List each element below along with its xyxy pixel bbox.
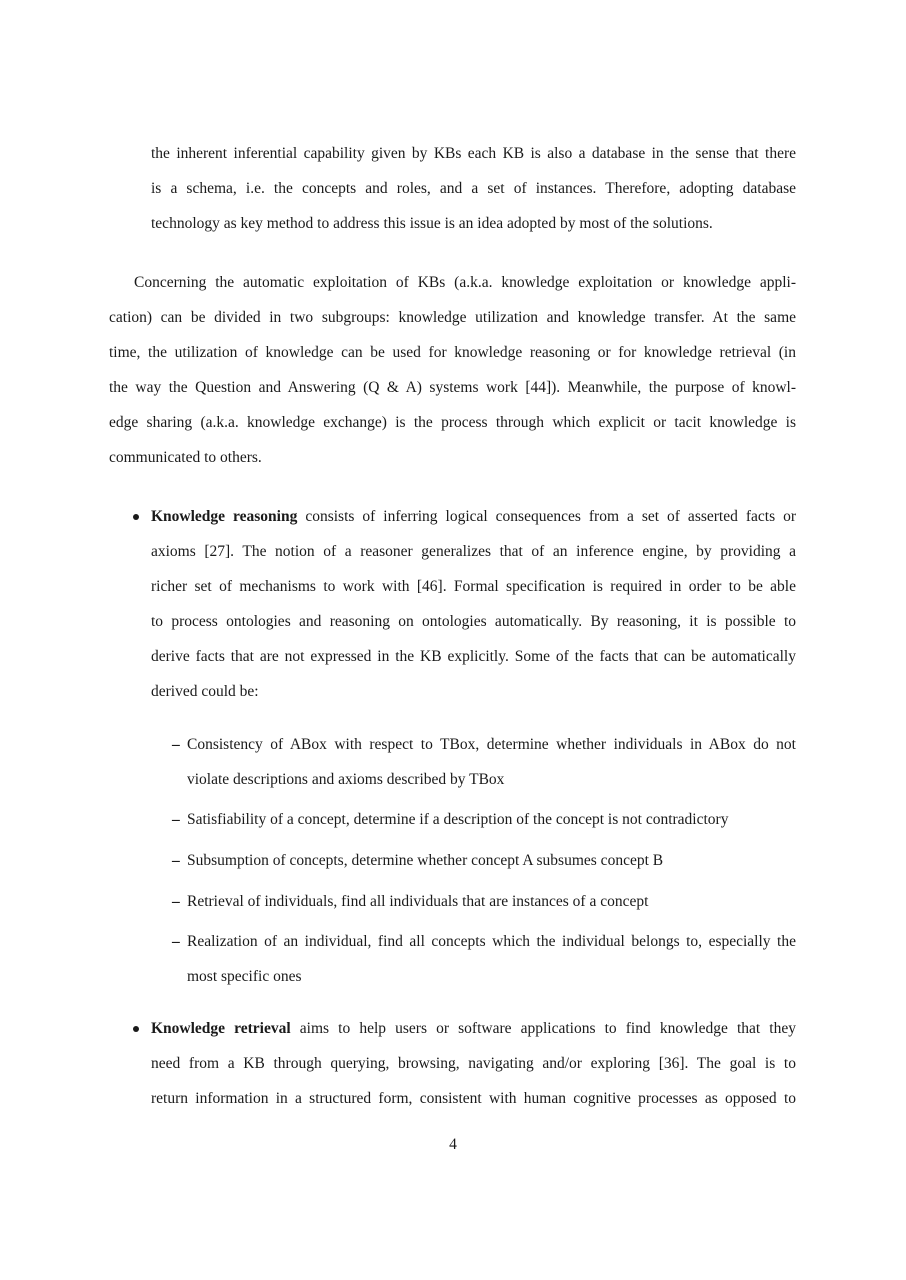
intro-line-2: is a schema, i.e. the concepts and roles, and a set of instances. Therefore, adopting database [151, 180, 796, 197]
paragraph-line-3: time, the utilization of knowledge can be used for knowledge reasoning or for knowledge retrieval (in [109, 344, 796, 361]
bullet-reasoning-line-2: axioms [27]. The notion of a reasoner generalizes that of an inference engine, by providing a [151, 543, 796, 560]
bullet-retrieval-first-rest: aims to help users or software applications to find knowledge that they [290, 1020, 796, 1037]
sub-item-1-line-2: violate descriptions and axioms described by TBox [187, 771, 505, 788]
paragraph-line-5: edge sharing (a.k.a. knowledge exchange) is the process through which explicit or tacit knowledge is [109, 414, 796, 431]
sub-item-1-dash: – [172, 736, 180, 753]
bullet-retrieval-term: Knowledge retrieval [151, 1020, 291, 1037]
sub-item-1-line-1: Consistency of ABox with respect to TBox, determine whether individuals in ABox do not [187, 736, 796, 753]
intro-line-1: the inherent inferential capability given by KBs each KB is also a database in the sense that there [151, 145, 796, 162]
bullet-reasoning-line-5: derive facts that are not expressed in the KB explicitly. Some of the facts that can be automatically [151, 648, 796, 665]
sub-item-4-line-1: Retrieval of individuals, find all individuals that are instances of a concept [187, 893, 649, 910]
sub-item-3-line-1: Subsumption of concepts, determine whether concept A subsumes concept B [187, 852, 664, 869]
paragraph-line-6: communicated to others. [109, 449, 262, 466]
bullet-reasoning-term: Knowledge reasoning [151, 508, 298, 525]
paragraph-line-2: cation) can be divided in two subgroups: knowledge utilization and knowledge transfer. At the same [109, 309, 796, 326]
sub-item-5-dash: – [172, 933, 180, 950]
bullet-reasoning-line-1 [151, 507, 796, 527]
intro-line-3: technology as key method to address this issue is an idea adopted by most of the solutions. [151, 215, 713, 232]
sub-item-5-line-2: most specific ones [187, 968, 302, 985]
bullet-retrieval-line-1 [151, 1019, 796, 1039]
bullet-retrieval-line-2: need from a KB through querying, browsing, navigating and/or exploring [36]. The goal is to [151, 1055, 796, 1072]
bullet-reasoning-line-3: richer set of mechanisms to work with [46]. Formal specification is required in order to be able [151, 578, 796, 595]
bullet-reasoning-line-6: derived could be: [151, 683, 259, 700]
paragraph-line-4: the way the Question and Answering (Q & A) systems work [44]). Meanwhile, the purpose of knowl- [109, 379, 796, 396]
bullet-reasoning-dot [133, 514, 139, 520]
sub-item-2-dash: – [172, 811, 180, 828]
bullet-reasoning-line-4: to process ontologies and reasoning on ontologies automatically. By reasoning, it is possible to [151, 613, 796, 630]
page-number: 4 [449, 1136, 457, 1153]
sub-item-2-line-1: Satisfiability of a concept, determine if a description of the concept is not contradictory [187, 811, 729, 828]
sub-item-3-dash: – [172, 852, 180, 869]
bullet-reasoning-first-rest: consists of inferring logical consequences from a set of asserted facts or [297, 508, 796, 525]
paragraph-line-1: Concerning the automatic exploitation of KBs (a.k.a. knowledge exploitation or knowledge appli- [134, 274, 796, 291]
bullet-retrieval-line-3: return information in a structured form, consistent with human cognitive processes as opposed to [151, 1090, 796, 1107]
bullet-retrieval-dot [133, 1026, 139, 1032]
sub-item-4-dash: – [172, 893, 180, 910]
sub-item-5-line-1: Realization of an individual, find all concepts which the individual belongs to, especially the [187, 933, 796, 950]
